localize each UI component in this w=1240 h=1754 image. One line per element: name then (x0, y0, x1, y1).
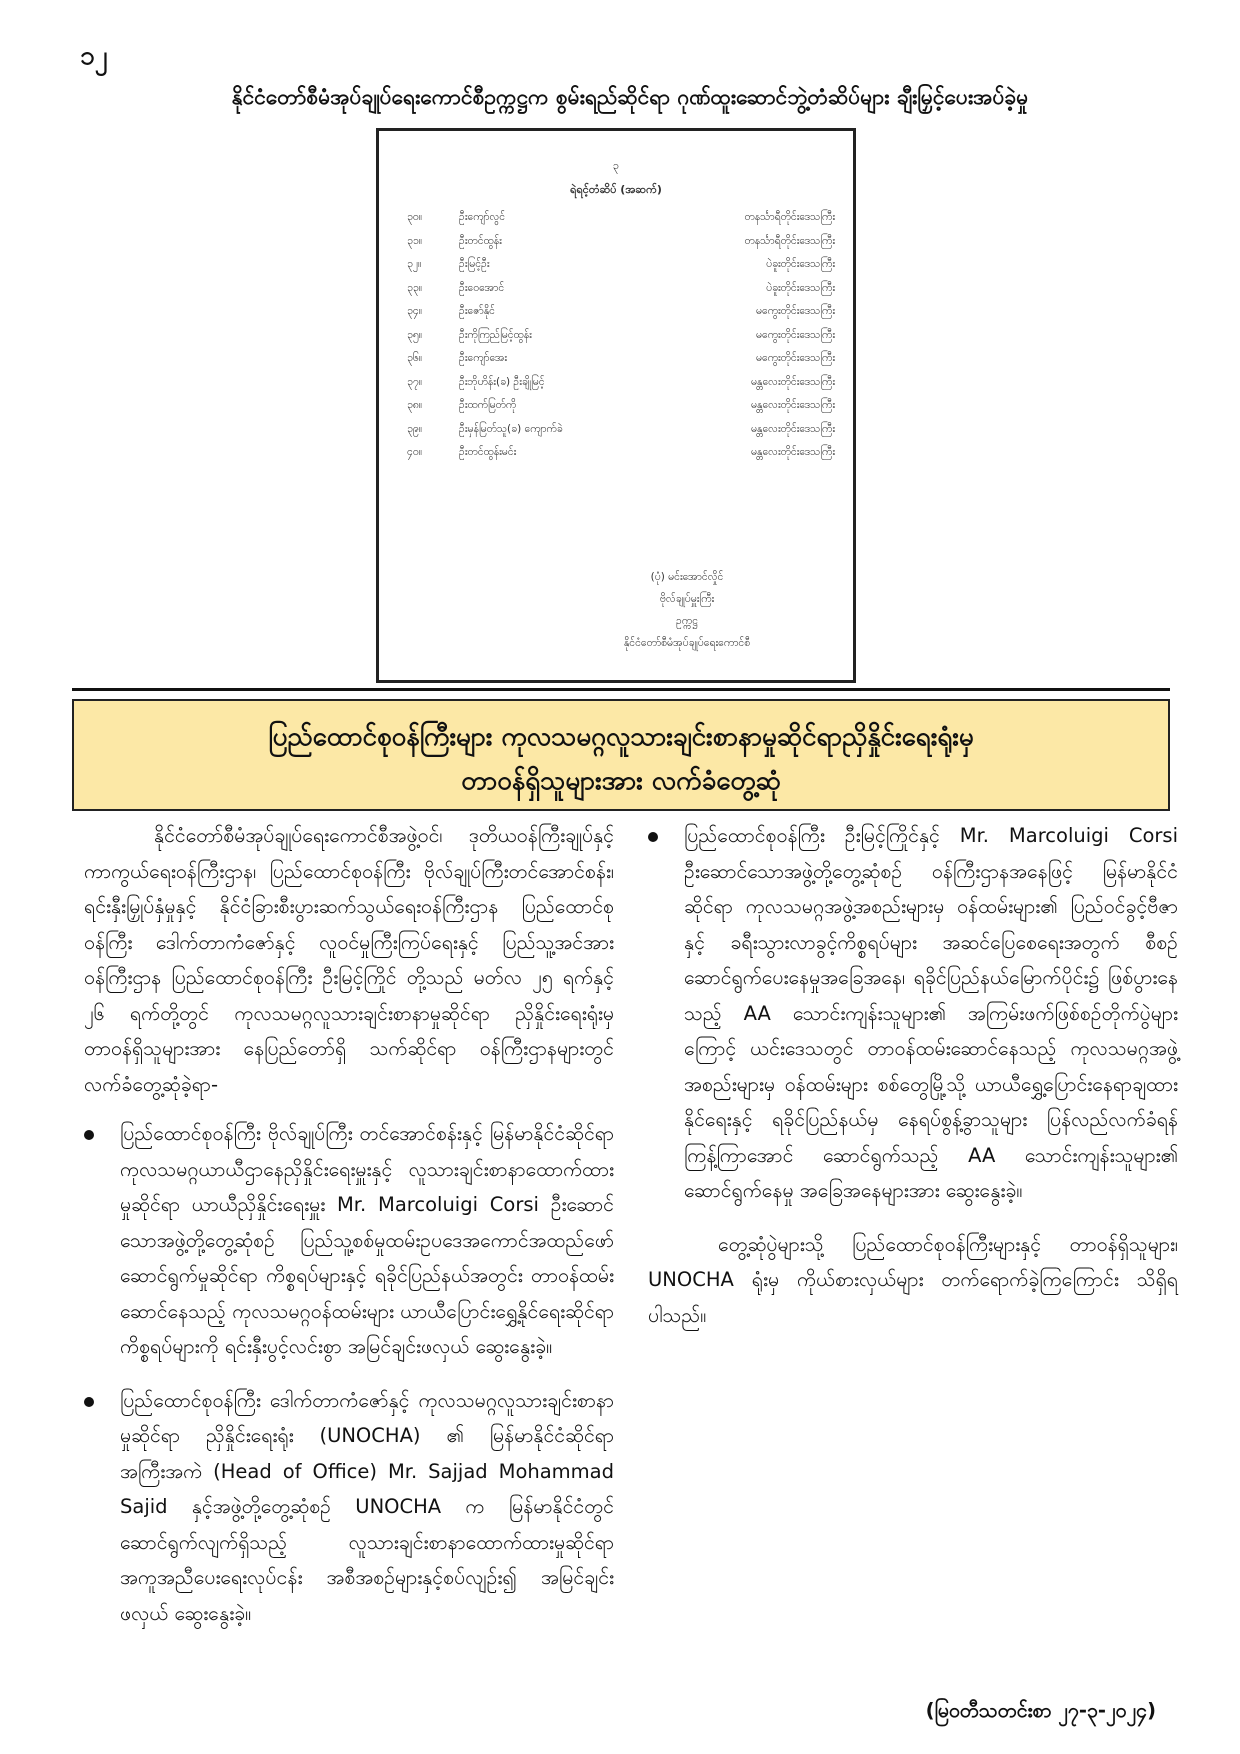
document-list-row (407, 446, 835, 466)
document-row-number: ၃၀။ (407, 211, 422, 223)
header-title: နိုင်ငံတော်စီမံအုပ်ချုပ်ရေးကောင်စီဥက္ကဋ္ဌက စွမ်းရည်ဆိုင်ရာ ဂုဏ်ထူးဆောင်ဘွဲ့တံဆိပ်များ ချီးမြှင့်ပေးအပ်ခဲ့မှု (231, 85, 1029, 109)
document-row-region: မကွေးတိုင်းဒေသကြီး (756, 305, 835, 317)
document-row-region: မကွေးတိုင်းဒေသကြီး (756, 352, 835, 364)
article-title-line-2: တာဝန်ရှိသူများအား လက်ခံတွေ့ဆုံ (461, 766, 781, 796)
document-row-region: တနင်္သာရီတိုင်းဒေသကြီး (744, 234, 835, 247)
document-row-number: ၃၇။ (407, 375, 422, 388)
article-closing: တွေ့ဆုံပွဲများသို့ ပြည်ထောင်စုဝန်ကြီးများနှင့် တာဝန်ရှိသူများ၊ UNOCHA ရုံးမှ ကိုယ်စားလှယ်များ တက်ရောက်ခဲ့ကြကြောင်း သိရှိရပါသည်။ (648, 1232, 1178, 1327)
document-heading: ရဲရင့်တံဆိပ် (အဆက်) (570, 183, 662, 196)
document-list-row (407, 282, 835, 302)
document-row-name: ဦးတင်ထွန်း (459, 234, 502, 247)
article-bullet (648, 818, 1178, 1209)
document-list-row (407, 305, 835, 325)
bullet-dot (84, 1397, 94, 1407)
document-row-number: ၃၄။ (407, 305, 422, 317)
document-list-row (407, 399, 835, 419)
bullet-dot (84, 1130, 94, 1140)
document-row-region: တနင်္သာရီတိုင်းဒေသကြီး (744, 211, 835, 223)
document-row-name: ဦးကိုကြည်မြင့်ထွန်း (459, 328, 532, 341)
document-signature-line: နိုင်ငံတော်စီမံအုပ်ချုပ်ရေးကောင်စီ (623, 637, 751, 649)
document-row-name: ဦးထက်မြတ်ကို (459, 399, 517, 411)
document-list-row (407, 376, 835, 396)
document-signature-line: ဗိုလ်ချုပ်မှူးကြီး (659, 593, 715, 605)
bullet-dot (648, 832, 658, 842)
document-row-name: ဦးဘိုဟိန်း(ခ) ဦးချိုမြင့် (459, 375, 545, 388)
document-image (376, 128, 856, 683)
article-column-right (648, 818, 1178, 1347)
document-row-number: ၄၀။ (407, 446, 422, 458)
document-row-number: ၃၆။ (407, 352, 422, 364)
bullet-text: ပြည်ထောင်စုဝန်ကြီး ဗိုလ်ချုပ်ကြီး တင်အောင်စန်းနှင့် မြန်မာနိုင်ငံဆိုင်ရာ ကုလသမဂ္ဂယာယီဌာနေညှိနှိုင်းရေးမှူးနှင့် လူသားချင်းစာနာထောက်ထားမှုဆိုင်ရာ ယာယီညှိနှိုင်းရေးမှူး Mr. Marcoluigi Corsi ဦးဆောင်သောအဖွဲ့တို့တွေ့ဆုံစဉ် ပြည်သူ့စစ်မှုထမ်းဥပဒေအကောင်အထည်ဖော်ဆောင်ရွက်မှုဆိုင်ရာ ကိစ္စရပ်များနှင့် ရခိုင်ပြည်နယ်အတွင်း တာဝန်ထမ်းဆောင်နေသည့် ကုလသမဂ္ဂဝန်ထမ်းများ ယာယီပြောင်းရွှေ့နိုင်ရေးဆိုင်ရာကိစ္စရပ်များကို ရင်းနှီးပွင့်လင်းစွာ အမြင်ချင်းဖလှယ် ဆွေးနွေးခဲ့။ (120, 1122, 614, 1358)
document-signature-line: ဥက္ကဋ္ဌ (676, 615, 698, 627)
document-row-number: ၃၉။ (407, 422, 422, 435)
document-row-region: မန္တလေးတိုင်းဒေသကြီး (751, 446, 835, 458)
article-source: (မြဝတီသတင်းစာ ၂၇-၃-၂၀၂၄) (925, 1699, 1156, 1722)
article-intro: နိုင်ငံတော်စီမံအုပ်ချုပ်ရေးကောင်စီအဖွဲ့ဝင်၊ ဒုတိယဝန်ကြီးချုပ်နှင့် ကာကွယ်ရေးဝန်ကြီးဌာန၊ ပြည်ထောင်စုဝန်ကြီး ဗိုလ်ချုပ်ကြီးတင်အောင်စန်း၊ ရင်းနှီးမြှုပ်နှံမှုနှင့် နိုင်ငံခြားစီးပွားဆက်သွယ်ရေးဝန်ကြီးဌာန ပြည်ထောင်စုဝန်ကြီး ဒေါက်တာကံဇော်နှင့် လူဝင်မှုကြီးကြပ်ရေးနှင့် ပြည်သူ့အင်အားဝန်ကြီးဌာန ပြည်ထောင်စုဝန်ကြီး ဦးမြင့်ကြိုင် တို့သည် မတ်လ ၂၅ ရက်နှင့် ၂၆ ရက်တို့တွင် ကုလသမဂ္ဂလူသားချင်းစာနာမှုဆိုင်ရာ ညှိနှိုင်းရေးရုံးမှ တာဝန်ရှိသူများအား နေပြည်တော်ရှိ သက်ဆိုင်ရာ ဝန်ကြီးဌာနများတွင် လက်ခံတွေ့ဆုံခဲ့ရာ- (84, 824, 614, 1096)
document-list-row (407, 211, 835, 231)
article-column-left (84, 818, 614, 1649)
document-row-number: ၃၈။ (407, 399, 423, 411)
document-list-row (407, 423, 835, 443)
document-row-name: ဦးဇော်နိုင် (459, 305, 496, 317)
document-page-number: ၃ (612, 159, 620, 172)
document-row-region: ပဲခူးတိုင်းဒေသကြီး (766, 281, 835, 294)
document-row-name: ဦးကျော်လွင် (459, 211, 506, 223)
article-title-line-1: ပြည်ထောင်စုဝန်ကြီးများ ကုလသမဂ္ဂလူသားချင်းစာနာမှုဆိုင်ရာညှိနှိုင်းရေးရုံးမှ (268, 722, 974, 752)
bullet-text: ပြည်ထောင်စုဝန်ကြီး ဦးမြင့်ကြိုင်နှင့် Mr. Marcoluigi Corsi ဦးဆောင်သောအဖွဲ့တို့တွေ့ဆုံစဉ် ဝန်ကြီးဌာနအနေဖြင့် မြန်မာနိုင်ငံဆိုင်ရာ ကုလသမဂ္ဂအဖွဲ့အစည်းများမှ ဝန်ထမ်းများ၏ ပြည်ဝင်ခွင့်ဗီဇာနှင့် ခရီးသွားလာခွင့်ကိစ္စရပ်များ အဆင်ပြေစေရေးအတွက် စီစဉ်ဆောင်ရွက်ပေးနေမှုအခြေအနေ၊ ရခိုင်ပြည်နယ်မြောက်ပိုင်း၌ ဖြစ်ပွားနေသည့် AA သောင်းကျန်းသူများ၏ အကြမ်းဖက်ဖြစ်စဉ်တိုက်ပွဲများကြောင့် ယင်းဒေသတွင် တာဝန်ထမ်းဆောင်နေသည့် ကုလသမဂ္ဂအဖွဲ့အစည်းများမှ ဝန်ထမ်းများ စစ်တွေမြို့သို့ ယာယီရွှေ့ပြောင်းနေရာချထားနိုင်ရေးနှင့် ရခိုင်ပြည်နယ်မှ နေရပ်စွန့်ခွာသူများ ပြန်လည်လက်ခံရန် ကြန့်ကြာအောင် ဆောင်ရွက်သည့် AA သောင်းကျန်းသူများ၏ ဆောင်ရွက်နေမှု အခြေအနေများအား ဆွေးနွေးခဲ့။ (684, 824, 1178, 1202)
document-row-name: ဦးတင်ထွန်းမင်း (459, 446, 517, 458)
document-row-region: မန္တလေးတိုင်းဒေသကြီး (751, 375, 835, 388)
document-row-name: ဦးမှန်မြတ်သူ(ခ) ကျောက်ခဲ (459, 422, 563, 435)
document-list-row (407, 258, 835, 278)
separator-rule (72, 688, 1170, 691)
document-row-region: မန္တလေးတိုင်းဒေသကြီး (751, 399, 835, 411)
page-number: ၁၂ (80, 41, 108, 71)
document-row-name: ဦးကျော်အေး (459, 352, 508, 364)
document-row-region: မကွေးတိုင်းဒေသကြီး (756, 328, 835, 341)
article-title-box (72, 699, 1170, 811)
document-list-row (407, 329, 835, 349)
article-bullet (84, 1383, 614, 1632)
document-row-name: ဦးမြင့်ဦး (459, 258, 490, 270)
document-row-number: ၃၅။ (407, 328, 422, 341)
document-row-region: ပဲခူးတိုင်းဒေသကြီး (766, 258, 835, 270)
document-row-number: ၃၃။ (407, 281, 422, 294)
document-row-number: ၃၂။ (407, 258, 422, 270)
document-list-row (407, 235, 835, 255)
document-row-number: ၃၁။ (407, 234, 422, 247)
document-list-row (407, 352, 835, 372)
document-signature-line: (ပုံ) မင်းအောင်လှိုင် (650, 571, 724, 583)
document-row-region: မန္တလေးတိုင်းဒေသကြီး (751, 422, 835, 435)
bullet-text: ပြည်ထောင်စုဝန်ကြီး ဒေါက်တာကံဇော်နှင့် ကုလသမဂ္ဂလူသားချင်းစာနာမှုဆိုင်ရာ ညှိနှိုင်းရေးရုံး (UNOCHA) ၏ မြန်မာနိုင်ငံဆိုင်ရာအကြီးအကဲ (Head of Office) Mr. Sajjad Mohammad Sajid နှင့်အဖွဲ့တို့တွေ့ဆုံစဉ် UNOCHA က မြန်မာနိုင်ငံတွင် ဆောင်ရွက်လျက်ရှိသည့် လူသားချင်းစာနာထောက်ထားမှုဆိုင်ရာ အကူအညီပေးရေးလုပ်ငန်း အစီအစဉ်များနှင့်စပ်လျဉ်း၍ အမြင်ချင်းဖလှယ် ဆွေးနွေးခဲ့။ (120, 1388, 614, 1625)
article-bullet (84, 1116, 614, 1365)
document-row-name: ဦးဝေအောင် (459, 281, 505, 294)
